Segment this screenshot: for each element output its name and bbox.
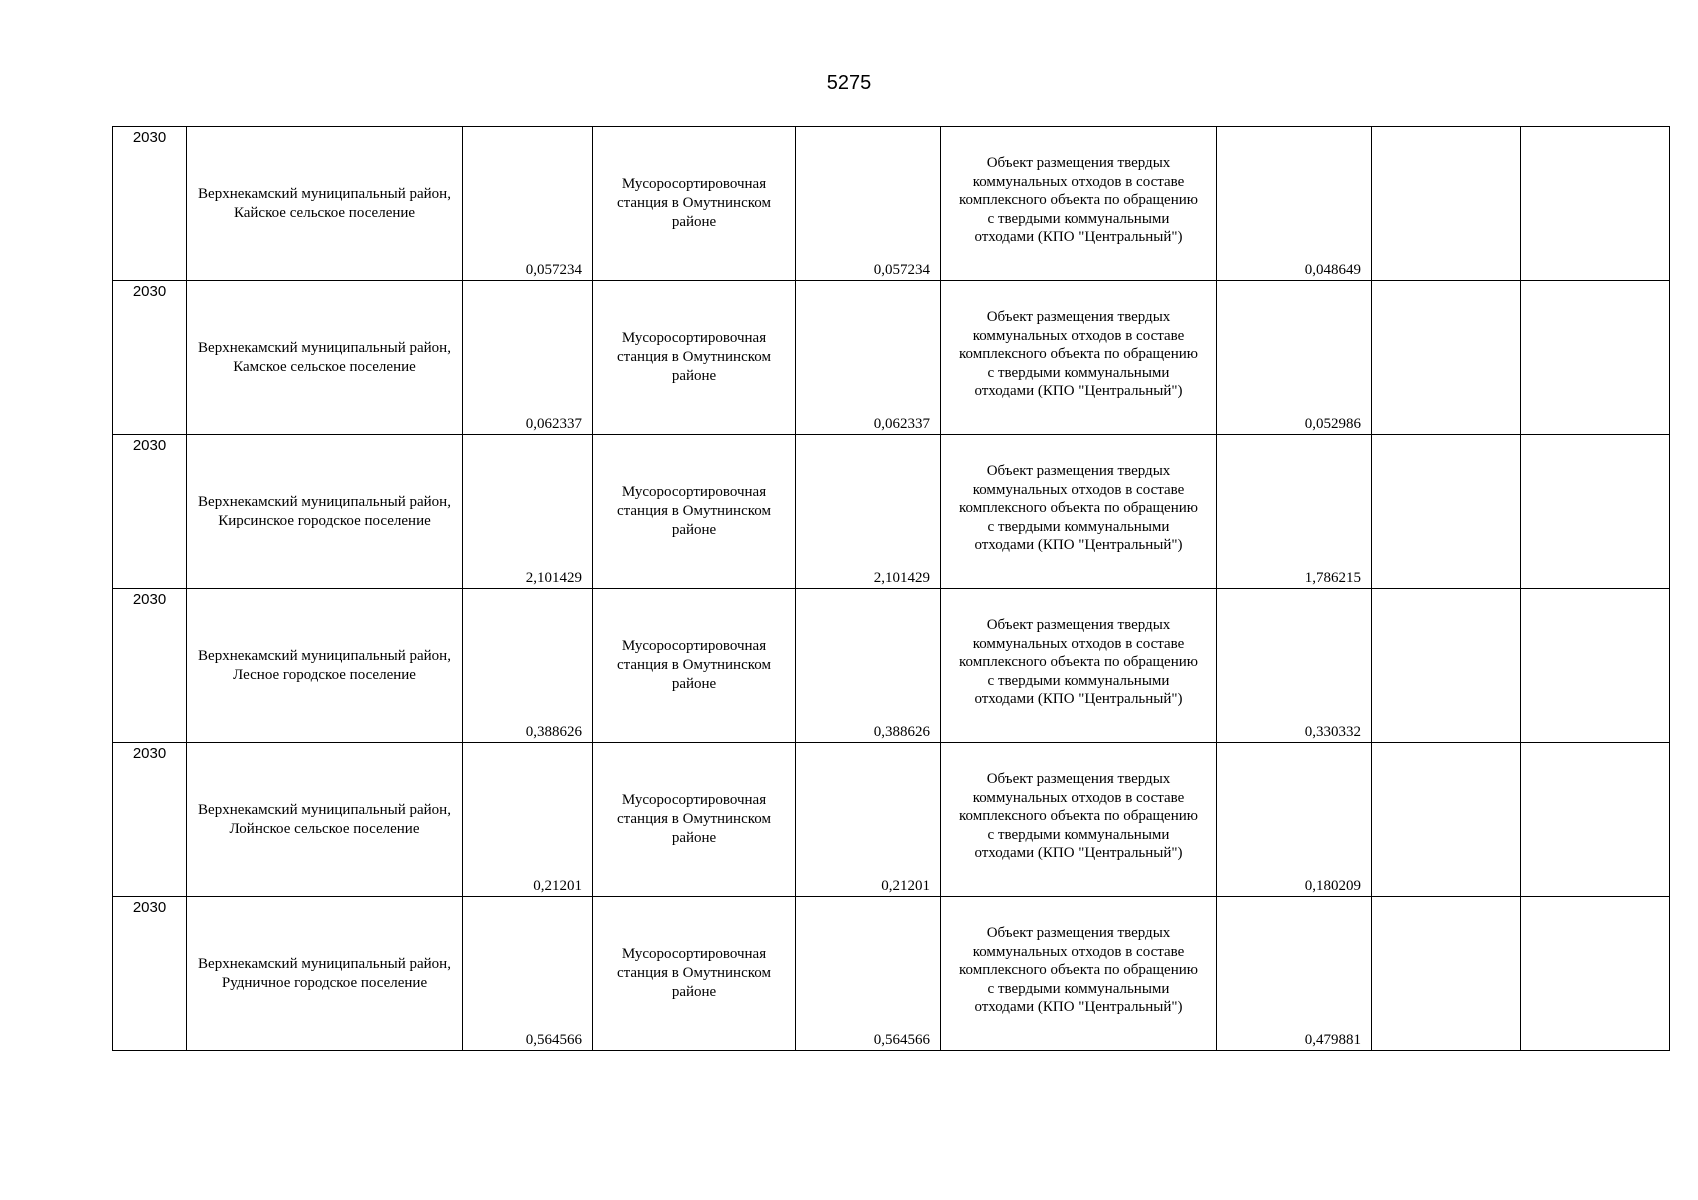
empty-cell xyxy=(1521,281,1670,435)
volume-generated-cell: 0,564566 xyxy=(463,897,593,1051)
facility-cell: Мусоросортировочная станция в Омутнинском районе xyxy=(593,435,796,589)
empty-cell xyxy=(1521,743,1670,897)
destination-text: Объект размещения твердых коммунальных отходов в составе комплексного объекта по обращению с твердыми коммунальными отходами (КПО "Центральный") xyxy=(959,771,1198,862)
destination-cell xyxy=(941,435,1217,589)
facility-cell: Мусоросортировочная станция в Омутнинском районе xyxy=(593,281,796,435)
territory-cell: Верхнекамский муниципальный район, Лойнское сельское поселение xyxy=(187,743,463,897)
volume-disposed-cell: 0,330332 xyxy=(1217,589,1372,743)
empty-cell xyxy=(1372,281,1521,435)
destination-text: Объект размещения твердых коммунальных отходов в составе комплексного объекта по обращению с твердыми коммунальными отходами (КПО "Центральный") xyxy=(959,925,1198,1016)
territory-cell: Верхнекамский муниципальный район, Рудничное городское поселение xyxy=(187,897,463,1051)
destination-cell xyxy=(941,127,1217,281)
volume-received-cell: 0,21201 xyxy=(796,743,941,897)
volume-received-cell: 0,564566 xyxy=(796,897,941,1051)
empty-cell xyxy=(1521,435,1670,589)
year-cell: 2030 xyxy=(113,435,187,589)
table-row xyxy=(113,281,1670,435)
volume-received-cell: 0,062337 xyxy=(796,281,941,435)
year-cell: 2030 xyxy=(113,897,187,1051)
table-row xyxy=(113,435,1670,589)
destination-text: Объект размещения твердых коммунальных отходов в составе комплексного объекта по обращению с твердыми коммунальными отходами (КПО "Центральный") xyxy=(959,309,1198,400)
volume-generated-cell: 0,388626 xyxy=(463,589,593,743)
volume-disposed-cell: 0,479881 xyxy=(1217,897,1372,1051)
volume-disposed-cell: 0,052986 xyxy=(1217,281,1372,435)
volume-disposed-cell: 0,048649 xyxy=(1217,127,1372,281)
destination-text: Объект размещения твердых коммунальных отходов в составе комплексного объекта по обращению с твердыми коммунальными отходами (КПО "Центральный") xyxy=(959,155,1198,246)
empty-cell xyxy=(1372,589,1521,743)
volume-generated-cell: 0,062337 xyxy=(463,281,593,435)
year-cell: 2030 xyxy=(113,281,187,435)
territory-cell: Верхнекамский муниципальный район, Лесное городское поселение xyxy=(187,589,463,743)
table-row xyxy=(113,127,1670,281)
volume-received-cell: 2,101429 xyxy=(796,435,941,589)
territory-cell: Верхнекамский муниципальный район, Кайское сельское поселение xyxy=(187,127,463,281)
destination-cell xyxy=(941,589,1217,743)
year-cell: 2030 xyxy=(113,743,187,897)
destination-cell xyxy=(941,897,1217,1051)
empty-cell xyxy=(1372,127,1521,281)
facility-cell: Мусоросортировочная станция в Омутнинском районе xyxy=(593,743,796,897)
table-row xyxy=(113,589,1670,743)
table-body xyxy=(113,127,1670,1051)
volume-received-cell: 0,388626 xyxy=(796,589,941,743)
facility-cell: Мусоросортировочная станция в Омутнинском районе xyxy=(593,897,796,1051)
table-row xyxy=(113,743,1670,897)
volume-received-cell: 0,057234 xyxy=(796,127,941,281)
territory-cell: Верхнекамский муниципальный район, Камское сельское поселение xyxy=(187,281,463,435)
facility-cell: Мусоросортировочная станция в Омутнинском районе xyxy=(593,589,796,743)
volume-generated-cell: 2,101429 xyxy=(463,435,593,589)
facility-cell: Мусоросортировочная станция в Омутнинском районе xyxy=(593,127,796,281)
volume-disposed-cell: 0,180209 xyxy=(1217,743,1372,897)
volume-disposed-cell: 1,786215 xyxy=(1217,435,1372,589)
year-cell: 2030 xyxy=(113,589,187,743)
empty-cell xyxy=(1521,589,1670,743)
empty-cell xyxy=(1372,435,1521,589)
empty-cell xyxy=(1521,897,1670,1051)
empty-cell xyxy=(1372,897,1521,1051)
destination-cell xyxy=(941,743,1217,897)
empty-cell xyxy=(1521,127,1670,281)
destination-cell xyxy=(941,281,1217,435)
volume-generated-cell: 0,057234 xyxy=(463,127,593,281)
destination-text: Объект размещения твердых коммунальных отходов в составе комплексного объекта по обращению с твердыми коммунальными отходами (КПО "Центральный") xyxy=(959,617,1198,708)
empty-cell xyxy=(1372,743,1521,897)
destination-text: Объект размещения твердых коммунальных отходов в составе комплексного объекта по обращению с твердыми коммунальными отходами (КПО "Центральный") xyxy=(959,463,1198,554)
waste-flow-table xyxy=(112,126,1670,1051)
year-cell: 2030 xyxy=(113,127,187,281)
territory-cell: Верхнекамский муниципальный район, Кирсинское городское поселение xyxy=(187,435,463,589)
table-row xyxy=(113,897,1670,1051)
volume-generated-cell: 0,21201 xyxy=(463,743,593,897)
page-number: 5275 xyxy=(826,72,872,94)
